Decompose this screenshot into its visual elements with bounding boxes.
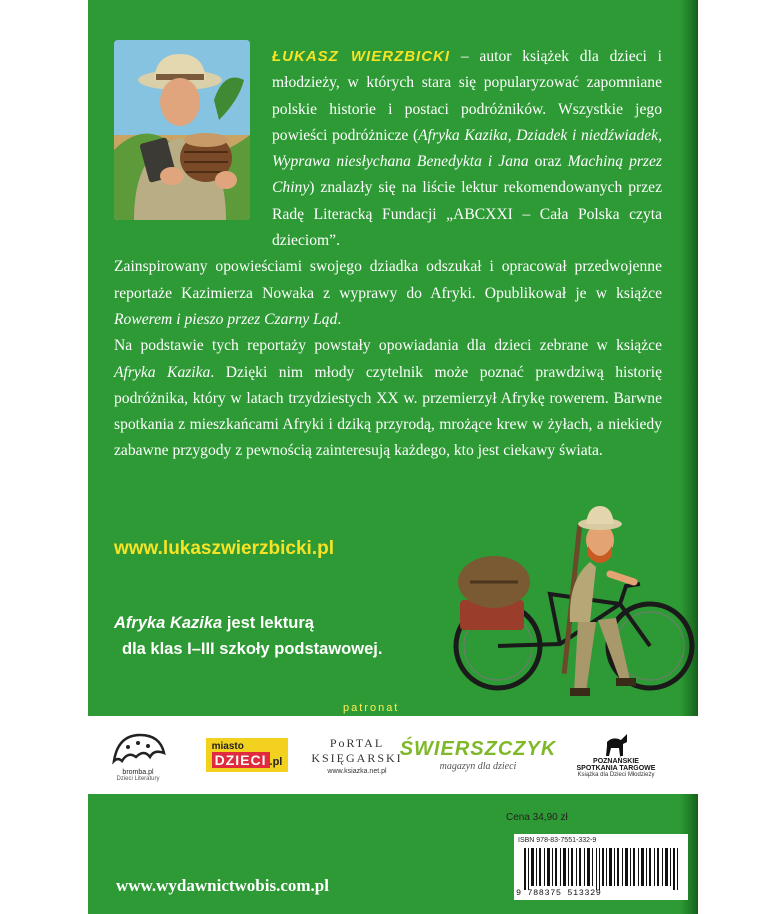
lektura-line-2: dla klas I–III szkoły podstawowej. <box>122 640 383 658</box>
bromba-icon <box>108 729 168 769</box>
book-back-cover <box>88 0 698 914</box>
swierszczyk-logo: ŚWIERSZCZYK magazyn dla dzieci <box>399 738 557 772</box>
bio-paragraph-1: ŁUKASZ WIERZBICKI – autor książek dla dzieci i młodzieży, w których stara się popularyzować zapomniane polskie historie i postaci podróżników. Wszystkie jego powieści podróżnicze (Afryka Kazika, Dziadek i niedźwiadek, Wyprawa niesłychana Benedykta i Jana oraz Machiną przez Chiny) znalazły się na liście lektur rekomendowanych przez Radę Literacką Fundacji „ABCXXI – Cała Polska czyta dzieciom”. <box>272 48 662 250</box>
poznanskie-spotkania-logo: POZNAŃSKIE SPOTKANIA TARGOWE Książka dla Dzieci Młodzieży <box>548 716 684 794</box>
cyclist-illustration <box>440 494 698 704</box>
book-title: Afryka Kazika <box>418 126 508 144</box>
bio-paragraph-2: Zainspirowany opowieściami swojego dziadka odszukał i opracował przedwojenne reportaże Kazimierza Nowaka z wyprawy do Afryki. Opublikował je w książce Rowerem i pieszo przez Czarny Ląd. <box>114 258 662 328</box>
isbn-barcode <box>514 834 688 900</box>
book-title: Machiną przez Chiny <box>272 153 662 197</box>
lektura-line-1: Afryka Kazika jest lekturą <box>114 614 314 632</box>
portal-ksiegarski-logo: PoRTAL KSIĘGARSKI www.ksiazka.net.pl <box>311 735 403 775</box>
isbn-text: ISBN 978-83-7551-332-9 <box>518 837 597 844</box>
barcode-digits: 9 788375 513329 <box>516 888 602 898</box>
bromba-logo: bromba.pl Dzieci Literatury <box>88 716 188 794</box>
school-reading-note <box>114 610 414 662</box>
book-title: Afryka Kazika <box>114 363 211 381</box>
goat-icon <box>601 732 631 758</box>
miasto-dzieci-logo: miasto DZIECI .pl <box>192 716 302 794</box>
bio-paragraph-3: Na podstawie tych reportaży powstały opowiadania dla dzieci zebrane w książce Afryka Kazika. Dzięki nim młody czytelnik może poznać prawdziwą historię podróżnika, który w latach trzydziestych XX w. przemierzył Afrykę rowerem. Barwne spotkania z mieszkańcami Afryki i dziką przyrodą, mrożące krew w żyłach, a niekiedy zabawne przygody z pewnością zainteresują każdego, kto jest ciekawy świata. <box>114 337 662 460</box>
book-title: Dziadek i niedźwiadek <box>516 126 659 144</box>
author-name: ŁUKASZ WIERZBICKI <box>272 48 451 65</box>
author-bio <box>114 44 662 465</box>
publisher-website-link[interactable]: www.wydawnictwobis.com.pl <box>116 876 329 895</box>
patronat-label: patronat <box>343 702 400 714</box>
book-title: Rowerem i pieszo przez Czarny Ląd <box>114 310 338 328</box>
book-title: Wyprawa niesłychana Benedykta i Jana <box>272 153 529 171</box>
price-label: Cena 34,90 zł <box>506 812 568 823</box>
patron-logos-band <box>88 716 698 794</box>
author-website-link[interactable]: www.lukaszwierzbicki.pl <box>114 538 334 559</box>
